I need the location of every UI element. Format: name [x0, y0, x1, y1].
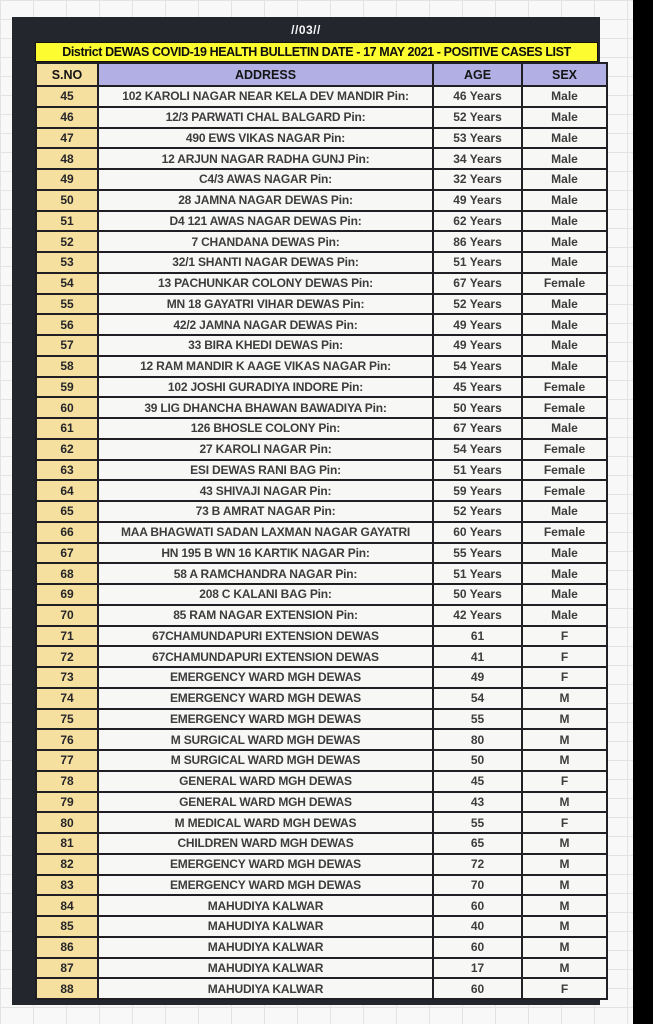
row-sno: 74 — [36, 688, 98, 709]
row-age: 61 — [433, 626, 522, 647]
row-sno: 65 — [36, 501, 98, 522]
row-age: 50 Years — [433, 584, 522, 605]
row-age: 55 Years — [433, 543, 522, 564]
table-row — [36, 563, 607, 584]
table-row — [36, 522, 607, 543]
row-address: CHILDREN WARD MGH DEWAS — [98, 833, 433, 854]
row-sex: Male — [522, 543, 607, 564]
table-row — [36, 750, 607, 771]
row-age: 43 — [433, 792, 522, 813]
row-age: 52 Years — [433, 501, 522, 522]
table-header-row — [36, 63, 607, 86]
row-sno: 60 — [36, 397, 98, 418]
row-sex: Female — [522, 522, 607, 543]
row-sno: 45 — [36, 86, 98, 107]
row-address: 73 B AMRAT NAGAR Pin: — [98, 501, 433, 522]
row-sex: Male — [522, 107, 607, 128]
table-row — [36, 190, 607, 211]
row-address: 490 EWS VIKAS NAGAR Pin: — [98, 128, 433, 149]
row-age: 42 Years — [433, 605, 522, 626]
column-header-sex: SEX — [522, 63, 607, 86]
table-row — [36, 86, 607, 107]
row-age: 49 Years — [433, 190, 522, 211]
row-sex: Male — [522, 211, 607, 232]
positive-cases-table — [35, 62, 608, 1000]
row-sex: M — [522, 750, 607, 771]
row-address: MAHUDIYA KALWAR — [98, 978, 433, 999]
row-age: 17 — [433, 958, 522, 979]
row-sex: M — [522, 895, 607, 916]
row-sno: 58 — [36, 356, 98, 377]
row-address: 126 BHOSLE COLONY Pin: — [98, 418, 433, 439]
row-address: 33 BIRA KHEDI DEWAS Pin: — [98, 335, 433, 356]
row-address: D4 121 AWAS NAGAR DEWAS Pin: — [98, 211, 433, 232]
table-row — [36, 812, 607, 833]
table-row — [36, 646, 607, 667]
row-address: 85 RAM NAGAR EXTENSION Pin: — [98, 605, 433, 626]
row-age: 51 Years — [433, 460, 522, 481]
table-row — [36, 397, 607, 418]
row-sex: Male — [522, 294, 607, 315]
row-sno: 79 — [36, 792, 98, 813]
row-sex: Male — [522, 501, 607, 522]
table-row — [36, 916, 607, 937]
row-sno: 83 — [36, 875, 98, 896]
row-address: 102 JOSHI GURADIYA INDORE Pin: — [98, 377, 433, 398]
row-age: 34 Years — [433, 148, 522, 169]
table-row — [36, 667, 607, 688]
row-sno: 67 — [36, 543, 98, 564]
row-sno: 55 — [36, 294, 98, 315]
row-address: 28 JAMNA NAGAR DEWAS Pin: — [98, 190, 433, 211]
page-number: //03// — [291, 23, 321, 37]
row-address: 12 ARJUN NAGAR RADHA GUNJ Pin: — [98, 148, 433, 169]
table-row — [36, 314, 607, 335]
row-age: 80 — [433, 729, 522, 750]
row-age: 67 Years — [433, 273, 522, 294]
row-sno: 66 — [36, 522, 98, 543]
row-address: 27 KAROLI NAGAR Pin: — [98, 439, 433, 460]
row-sno: 54 — [36, 273, 98, 294]
row-address: EMERGENCY WARD MGH DEWAS — [98, 667, 433, 688]
row-sno: 86 — [36, 937, 98, 958]
row-sex: Male — [522, 356, 607, 377]
row-sno: 47 — [36, 128, 98, 149]
row-sno: 61 — [36, 418, 98, 439]
table-row — [36, 480, 607, 501]
table-row — [36, 148, 607, 169]
row-sex: F — [522, 667, 607, 688]
table-row — [36, 833, 607, 854]
row-address: 12/3 PARWATI CHAL BALGARD Pin: — [98, 107, 433, 128]
row-address: MAHUDIYA KALWAR — [98, 937, 433, 958]
table-row — [36, 128, 607, 149]
row-age: 52 Years — [433, 107, 522, 128]
row-age: 52 Years — [433, 294, 522, 315]
row-sex: M — [522, 729, 607, 750]
table-row — [36, 729, 607, 750]
row-sex: Female — [522, 397, 607, 418]
right-black-strip — [633, 0, 653, 1024]
row-age: 45 Years — [433, 377, 522, 398]
row-sex: M — [522, 792, 607, 813]
row-sno: 53 — [36, 252, 98, 273]
table-row — [36, 937, 607, 958]
row-sex: Male — [522, 418, 607, 439]
row-age: 86 Years — [433, 231, 522, 252]
row-sex: Male — [522, 335, 607, 356]
row-sex: Male — [522, 86, 607, 107]
row-age: 49 Years — [433, 314, 522, 335]
row-address: 32/1 SHANTI NAGAR DEWAS Pin: — [98, 252, 433, 273]
row-sno: 72 — [36, 646, 98, 667]
row-sex: M — [522, 958, 607, 979]
row-sno: 84 — [36, 895, 98, 916]
row-sex: Female — [522, 460, 607, 481]
table-row — [36, 854, 607, 875]
row-address: GENERAL WARD MGH DEWAS — [98, 792, 433, 813]
row-sex: F — [522, 978, 607, 999]
table-row — [36, 107, 607, 128]
row-sno: 59 — [36, 377, 98, 398]
row-age: 55 — [433, 709, 522, 730]
table-row — [36, 709, 607, 730]
table-row — [36, 771, 607, 792]
table-row — [36, 501, 607, 522]
row-sex: M — [522, 937, 607, 958]
row-sex: Female — [522, 377, 607, 398]
row-address: 67CHAMUNDAPURI EXTENSION DEWAS — [98, 646, 433, 667]
row-address: M SURGICAL WARD MGH DEWAS — [98, 729, 433, 750]
row-address: M SURGICAL WARD MGH DEWAS — [98, 750, 433, 771]
row-sno: 50 — [36, 190, 98, 211]
row-address: 102 KAROLI NAGAR NEAR KELA DEV MANDIR Pin: — [98, 86, 433, 107]
row-address: EMERGENCY WARD MGH DEWAS — [98, 875, 433, 896]
row-address: MAHUDIYA KALWAR — [98, 916, 433, 937]
row-age: 53 Years — [433, 128, 522, 149]
row-sex: Male — [522, 584, 607, 605]
column-header-sno: S.NO — [36, 63, 98, 86]
table-row — [36, 335, 607, 356]
row-address: EMERGENCY WARD MGH DEWAS — [98, 854, 433, 875]
row-address: EMERGENCY WARD MGH DEWAS — [98, 709, 433, 730]
table-row — [36, 584, 607, 605]
table-row — [36, 439, 607, 460]
table-row — [36, 252, 607, 273]
row-age: 60 Years — [433, 522, 522, 543]
row-age: 51 Years — [433, 252, 522, 273]
bulletin-title: District DEWAS COVID-19 HEALTH BULLETIN DATE - 17 MAY 2021 - POSITIVE CASES LIST — [35, 42, 598, 62]
row-sno: 78 — [36, 771, 98, 792]
row-age: 32 Years — [433, 169, 522, 190]
row-sex: Female — [522, 480, 607, 501]
row-age: 54 Years — [433, 356, 522, 377]
table-row — [36, 895, 607, 916]
row-sno: 81 — [36, 833, 98, 854]
row-sno: 75 — [36, 709, 98, 730]
row-age: 50 — [433, 750, 522, 771]
row-sex: F — [522, 812, 607, 833]
row-sno: 46 — [36, 107, 98, 128]
row-age: 59 Years — [433, 480, 522, 501]
row-address: ESI DEWAS RANI BAG Pin: — [98, 460, 433, 481]
row-sex: Female — [522, 273, 607, 294]
table-row — [36, 792, 607, 813]
row-address: MAA BHAGWATI SADAN LAXMAN NAGAR GAYATRI — [98, 522, 433, 543]
row-address: 12 RAM MANDIR K AAGE VIKAS NAGAR Pin: — [98, 356, 433, 377]
table-row — [36, 377, 607, 398]
row-sex: M — [522, 833, 607, 854]
table-row — [36, 169, 607, 190]
table-row — [36, 605, 607, 626]
table-row — [36, 875, 607, 896]
row-sno: 51 — [36, 211, 98, 232]
row-sex: F — [522, 771, 607, 792]
row-sno: 57 — [36, 335, 98, 356]
row-sno: 85 — [36, 916, 98, 937]
table-row — [36, 958, 607, 979]
row-sno: 71 — [36, 626, 98, 647]
row-sno: 48 — [36, 148, 98, 169]
table-row — [36, 294, 607, 315]
row-age: 51 Years — [433, 563, 522, 584]
row-sex: F — [522, 646, 607, 667]
table-row — [36, 211, 607, 232]
row-sno: 77 — [36, 750, 98, 771]
table-row — [36, 543, 607, 564]
row-age: 55 — [433, 812, 522, 833]
row-sex: M — [522, 709, 607, 730]
row-sno: 52 — [36, 231, 98, 252]
table-row — [36, 460, 607, 481]
row-sex: Male — [522, 314, 607, 335]
table-row — [36, 688, 607, 709]
row-sex: Male — [522, 563, 607, 584]
row-sno: 63 — [36, 460, 98, 481]
row-age: 40 — [433, 916, 522, 937]
table-row — [36, 626, 607, 647]
row-sex: Female — [522, 439, 607, 460]
row-sno: 56 — [36, 314, 98, 335]
row-age: 65 — [433, 833, 522, 854]
table-body — [36, 86, 607, 999]
row-address: HN 195 B WN 16 KARTIK NAGAR Pin: — [98, 543, 433, 564]
row-age: 46 Years — [433, 86, 522, 107]
row-sex: Male — [522, 605, 607, 626]
row-address: MN 18 GAYATRI VIHAR DEWAS Pin: — [98, 294, 433, 315]
row-age: 60 — [433, 978, 522, 999]
table-row — [36, 273, 607, 294]
row-sex: Male — [522, 252, 607, 273]
table-row — [36, 356, 607, 377]
table-row — [36, 978, 607, 999]
row-sno: 80 — [36, 812, 98, 833]
row-age: 41 — [433, 646, 522, 667]
row-address: MAHUDIYA KALWAR — [98, 958, 433, 979]
table-row — [36, 418, 607, 439]
row-sno: 69 — [36, 584, 98, 605]
row-age: 54 Years — [433, 439, 522, 460]
row-sno: 76 — [36, 729, 98, 750]
row-sex: F — [522, 626, 607, 647]
row-address: 58 A RAMCHANDRA NAGAR Pin: — [98, 563, 433, 584]
row-address: 7 CHANDANA DEWAS Pin: — [98, 231, 433, 252]
row-age: 70 — [433, 875, 522, 896]
bulletin-panel — [12, 17, 600, 1005]
row-sex: Male — [522, 148, 607, 169]
row-address: 42/2 JAMNA NAGAR DEWAS Pin: — [98, 314, 433, 335]
row-address: 67CHAMUNDAPURI EXTENSION DEWAS — [98, 626, 433, 647]
row-address: M MEDICAL WARD MGH DEWAS — [98, 812, 433, 833]
row-sno: 49 — [36, 169, 98, 190]
row-sex: M — [522, 875, 607, 896]
row-address: 208 C KALANI BAG Pin: — [98, 584, 433, 605]
row-sno: 64 — [36, 480, 98, 501]
row-sex: Male — [522, 190, 607, 211]
row-age: 49 — [433, 667, 522, 688]
row-age: 60 — [433, 895, 522, 916]
table-row — [36, 231, 607, 252]
row-address: GENERAL WARD MGH DEWAS — [98, 771, 433, 792]
row-sno: 73 — [36, 667, 98, 688]
row-sno: 82 — [36, 854, 98, 875]
row-age: 49 Years — [433, 335, 522, 356]
row-sex: Male — [522, 169, 607, 190]
row-sex: Male — [522, 128, 607, 149]
row-age: 72 — [433, 854, 522, 875]
column-header-age: AGE — [433, 63, 522, 86]
row-age: 45 — [433, 771, 522, 792]
row-age: 50 Years — [433, 397, 522, 418]
row-address: 13 PACHUNKAR COLONY DEWAS Pin: — [98, 273, 433, 294]
row-sno: 62 — [36, 439, 98, 460]
row-sex: M — [522, 854, 607, 875]
row-sno: 68 — [36, 563, 98, 584]
row-address: MAHUDIYA KALWAR — [98, 895, 433, 916]
column-header-address: ADDRESS — [98, 63, 433, 86]
row-address: C4/3 AWAS NAGAR Pin: — [98, 169, 433, 190]
row-sno: 70 — [36, 605, 98, 626]
row-address: 39 LIG DHANCHA BHAWAN BAWADIYA Pin: — [98, 397, 433, 418]
row-age: 62 Years — [433, 211, 522, 232]
row-age: 54 — [433, 688, 522, 709]
row-sex: M — [522, 688, 607, 709]
row-sno: 87 — [36, 958, 98, 979]
row-address: 43 SHIVAJI NAGAR Pin: — [98, 480, 433, 501]
row-sex: M — [522, 916, 607, 937]
row-sno: 88 — [36, 978, 98, 999]
row-age: 60 — [433, 937, 522, 958]
row-sex: Male — [522, 231, 607, 252]
row-age: 67 Years — [433, 418, 522, 439]
row-address: EMERGENCY WARD MGH DEWAS — [98, 688, 433, 709]
